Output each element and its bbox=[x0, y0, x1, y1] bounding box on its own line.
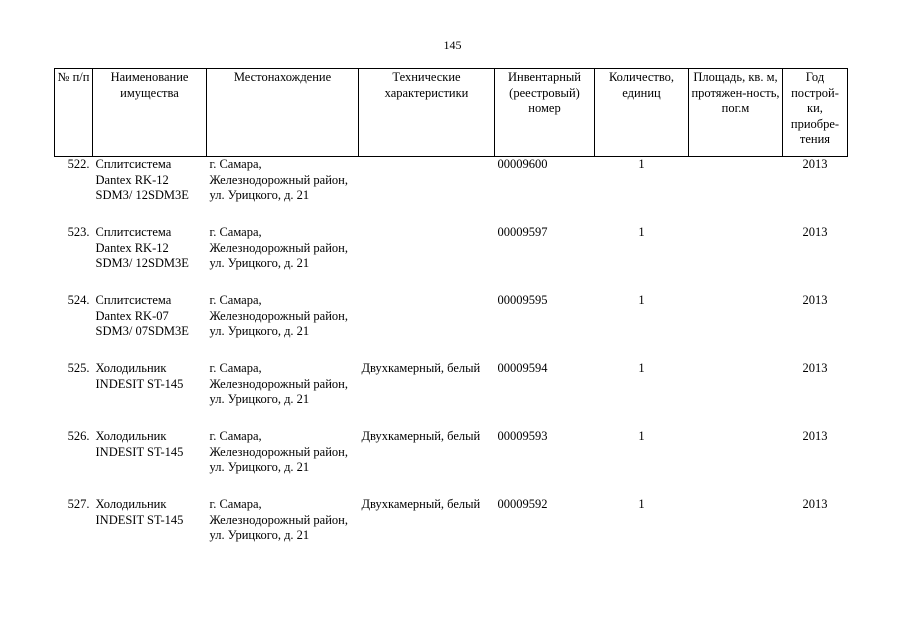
cell-tech: Двухкамерный, белый bbox=[361, 361, 481, 375]
cell-num: 526. bbox=[67, 429, 90, 443]
cell-name: Холодильник INDESIT ST-145 bbox=[95, 497, 184, 527]
cell-name: Сплитсистема Dantex RK-12 SDM3/ 12SDM3E bbox=[95, 157, 189, 202]
cell-area bbox=[689, 157, 783, 226]
cell-quantity: 1 bbox=[638, 497, 645, 511]
cell-year: 2013 bbox=[802, 225, 828, 239]
header-area: Площадь, кв. м, протяжен-ность, пог.м bbox=[689, 69, 783, 157]
cell-tech: Двухкамерный, белый bbox=[361, 429, 481, 443]
cell-num: 524. bbox=[67, 293, 90, 307]
cell-year: 2013 bbox=[802, 293, 828, 307]
table-header-row bbox=[55, 69, 848, 157]
table-row bbox=[55, 361, 848, 429]
cell-location: г. Самара, Железнодорожный район, ул. Урицкого, д. 21 bbox=[209, 361, 348, 406]
cell-num: 523. bbox=[67, 225, 90, 239]
header-num: № п/п bbox=[55, 69, 93, 157]
cell-name: Сплитсистема Dantex RK-12 SDM3/ 12SDM3E bbox=[95, 225, 189, 270]
cell-inventory: 00009595 bbox=[497, 293, 548, 307]
cell-num: 525. bbox=[67, 361, 90, 375]
header-name: Наименование имущества bbox=[93, 69, 207, 157]
cell-num: 522. bbox=[67, 157, 90, 171]
cell-name: Холодильник INDESIT ST-145 bbox=[95, 429, 184, 459]
cell-location: г. Самара, Железнодорожный район, ул. Урицкого, д. 21 bbox=[209, 429, 348, 474]
cell-year: 2013 bbox=[802, 361, 828, 375]
table-row bbox=[55, 429, 848, 497]
cell-name: Сплитсистема Dantex RK-07 SDM3/ 07SDM3E bbox=[95, 293, 189, 338]
cell-inventory: 00009592 bbox=[497, 497, 548, 511]
header-year: Год построй-ки, приобре-тения bbox=[783, 69, 848, 157]
cell-area bbox=[689, 429, 783, 497]
cell-quantity: 1 bbox=[638, 429, 645, 443]
cell-tech bbox=[359, 225, 495, 293]
table-row bbox=[55, 293, 848, 361]
cell-quantity: 1 bbox=[638, 225, 645, 239]
header-tech: Технические характеристики bbox=[359, 69, 495, 157]
cell-tech bbox=[359, 157, 495, 226]
cell-num: 527. bbox=[67, 497, 90, 511]
cell-tech bbox=[359, 293, 495, 361]
cell-year: 2013 bbox=[802, 157, 828, 171]
header-inventory: Инвентарный (реестровый) номер bbox=[495, 69, 595, 157]
cell-location: г. Самара, Железнодорожный район, ул. Урицкого, д. 21 bbox=[209, 157, 348, 202]
cell-area bbox=[689, 293, 783, 361]
cell-inventory: 00009593 bbox=[497, 429, 548, 443]
cell-name: Холодильник INDESIT ST-145 bbox=[95, 361, 184, 391]
property-registry-table bbox=[54, 68, 848, 565]
cell-area bbox=[689, 361, 783, 429]
header-quantity: Количество, единиц bbox=[595, 69, 689, 157]
header-location: Местонахождение bbox=[207, 69, 359, 157]
page-number: 145 bbox=[443, 38, 462, 52]
cell-location: г. Самара, Железнодорожный район, ул. Урицкого, д. 21 bbox=[209, 293, 348, 338]
cell-inventory: 00009594 bbox=[497, 361, 548, 375]
table-row bbox=[55, 225, 848, 293]
cell-location: г. Самара, Железнодорожный район, ул. Урицкого, д. 21 bbox=[209, 225, 348, 270]
cell-quantity: 1 bbox=[638, 157, 645, 171]
cell-quantity: 1 bbox=[638, 361, 645, 375]
cell-tech: Двухкамерный, белый bbox=[361, 497, 481, 511]
cell-year: 2013 bbox=[802, 429, 828, 443]
cell-area bbox=[689, 497, 783, 565]
cell-inventory: 00009597 bbox=[497, 225, 548, 239]
cell-area bbox=[689, 225, 783, 293]
table-row bbox=[55, 497, 848, 565]
cell-year: 2013 bbox=[802, 497, 828, 511]
cell-location: г. Самара, Железнодорожный район, ул. Урицкого, д. 21 bbox=[209, 497, 348, 542]
cell-quantity: 1 bbox=[638, 293, 645, 307]
table-row bbox=[55, 157, 848, 226]
cell-inventory: 00009600 bbox=[497, 157, 548, 171]
